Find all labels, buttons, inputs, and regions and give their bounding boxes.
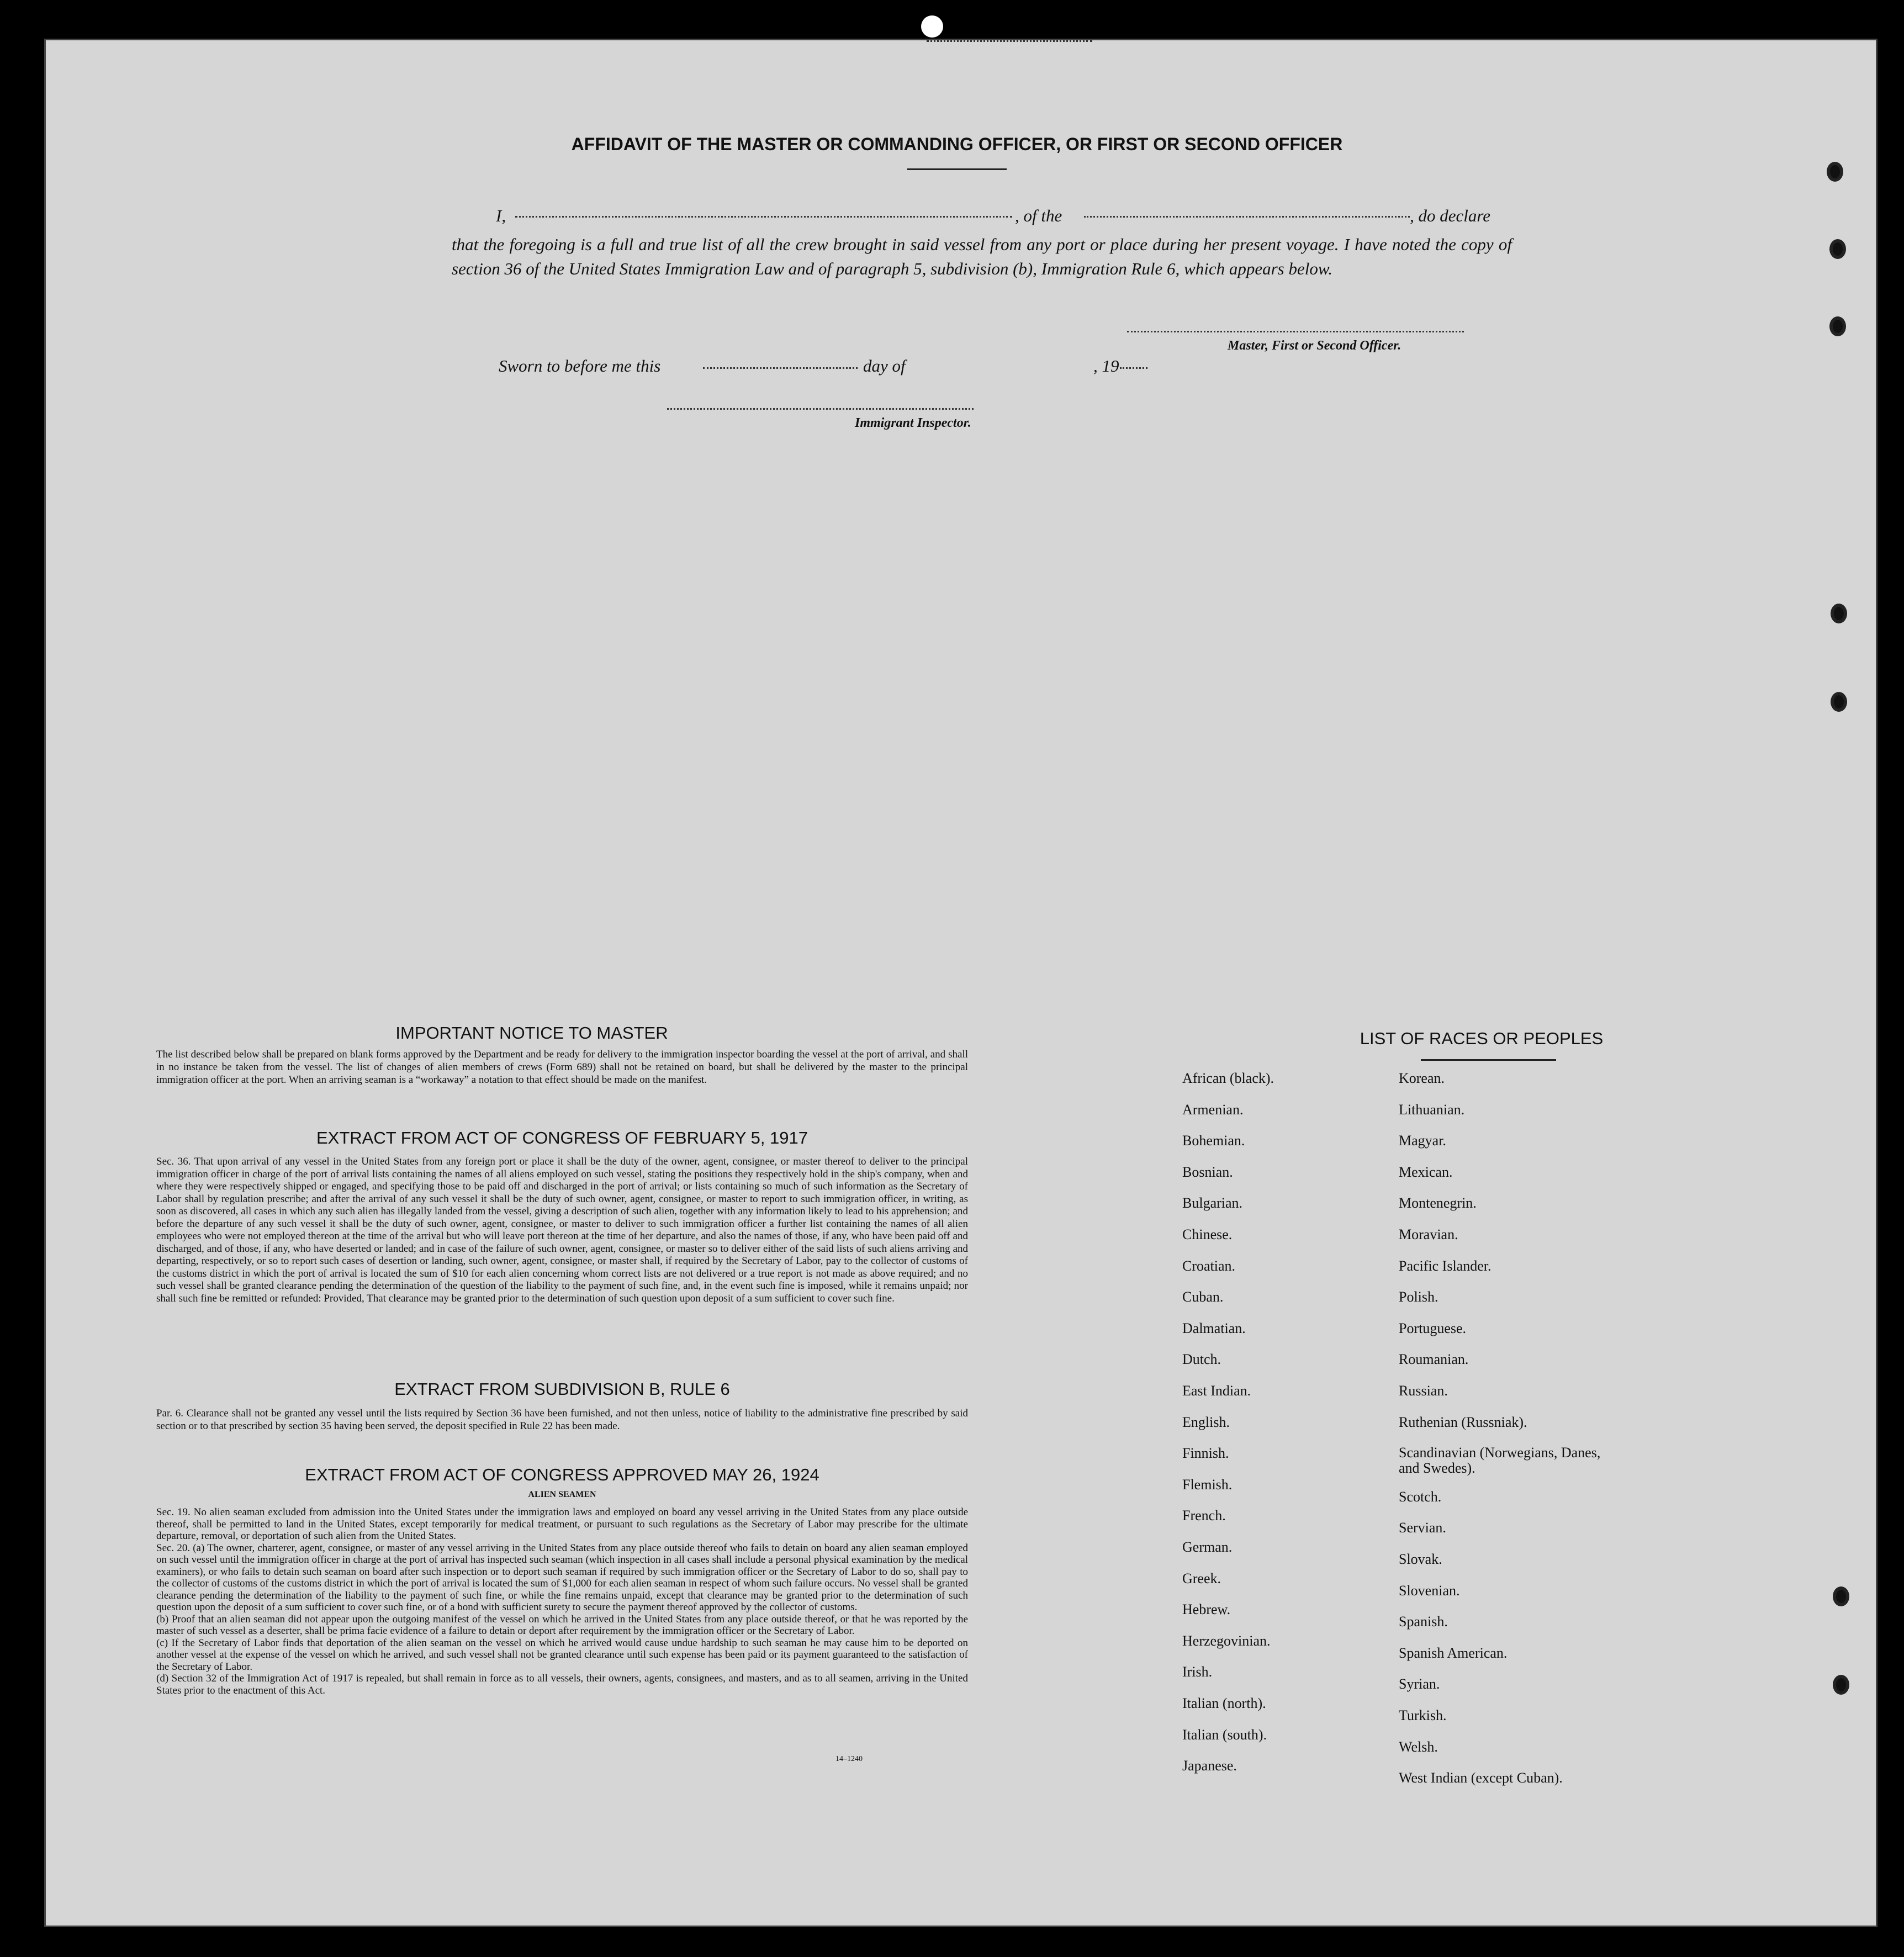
races-title: LIST OF RACES OR PEOPLES — [1360, 1029, 1604, 1048]
affidavit-title-rule — [907, 168, 1007, 170]
race-item: East Indian. — [1182, 1383, 1251, 1399]
race-item: French. — [1182, 1508, 1226, 1524]
race-item: African (black). — [1182, 1070, 1274, 1086]
race-item: West Indian (except Cuban). — [1399, 1770, 1563, 1786]
race-item: Magyar. — [1399, 1133, 1446, 1149]
race-item: Syrian. — [1399, 1676, 1440, 1692]
sworn-year-field[interactable] — [1120, 367, 1147, 369]
race-item: Slovak. — [1399, 1551, 1442, 1567]
extract-rule6-text: Par. 6. Clearance shall not be granted any vessel until the lists required by Section 36 have been furnished, and not then unless, notice of liability to the administrative fine prescribed by said section or to that prescribed by section 35 having been served, the deposit specified in Rule 22 has been made. — [156, 1408, 968, 1432]
extract-1924-sec20a: Sec. 20. (a) The owner, charterer, agent, consignee, or master of any vessel arriving in the United States from any place outside thereof who fails to detain on board any alien seaman employed on such vessel until the immigration officer in charge at the port of arrival has inspected such seaman (which inspection in all cases shall include a personal physical examination by the medical examiners), or who fails to detain such seaman on board after such inspection or to deport such seaman if required by such immigration officer or the Secretary of Labor to do so, shall pay to the collector of customs of the customs district in which the port of arrival is located the sum of $1,000 for each alien seaman in respect of whom such failure occurs. No vessel shall be granted clearance pending the determination of the liability to the payment of such fine, or while the fine remains unpaid, except that clearance may be granted prior to the determination of such question upon the deposit of a sum sufficient to cover such fine, or of a bond with sufficient surety to secure the payment thereof approved by the collector of customs. — [156, 1542, 968, 1613]
do-declare-label: , do declare — [1410, 206, 1491, 225]
race-item: Croatian. — [1182, 1257, 1236, 1274]
race-item: Bosnian. — [1182, 1163, 1233, 1180]
race-item: Lithuanian. — [1399, 1101, 1465, 1118]
extract-1917-title: EXTRACT FROM ACT OF CONGRESS OF FEBRUARY 5, 1917 — [316, 1128, 808, 1147]
race-item: Italian (south). — [1182, 1726, 1267, 1743]
affidavit-title: AFFIDAVIT OF THE MASTER OR COMMANDING OFFICER, OR FIRST OR SECOND OFFICER — [571, 134, 1343, 154]
extract-rule6-title: EXTRACT FROM SUBDIVISION B, RULE 6 — [394, 1379, 730, 1399]
race-item: Slovenian. — [1399, 1582, 1460, 1599]
race-item: Servian. — [1399, 1520, 1446, 1536]
inspector-signature-label: Immigrant Inspector. — [855, 416, 971, 430]
race-item: Chinese. — [1182, 1226, 1233, 1242]
binder-hole — [1833, 1675, 1849, 1695]
binder-hole — [1829, 316, 1846, 336]
race-item: Scandinavian (Norwegians, Danes, and Swedes). — [1399, 1445, 1601, 1477]
race-item: Bohemian. — [1182, 1133, 1245, 1149]
race-item: Irish. — [1182, 1664, 1213, 1680]
race-item: Japanese. — [1182, 1758, 1237, 1774]
race-item: Greek. — [1182, 1570, 1221, 1586]
notice-title: IMPORTANT NOTICE TO MASTER — [395, 1023, 668, 1043]
race-item: Finnish. — [1182, 1445, 1229, 1462]
master-signature-label: Master, First or Second Officer. — [1228, 338, 1401, 353]
race-item: Montenegrin. — [1399, 1195, 1477, 1212]
race-item: Korean. — [1399, 1070, 1445, 1086]
race-item: Mexican. — [1399, 1163, 1453, 1180]
race-item: Moravian. — [1399, 1226, 1458, 1242]
sworn-day-field[interactable] — [703, 367, 858, 369]
race-item: Polish. — [1399, 1289, 1438, 1305]
declarant-name-field[interactable] — [515, 216, 1012, 218]
race-item: Roumanian. — [1399, 1351, 1469, 1368]
race-item: Scotch. — [1399, 1488, 1442, 1505]
race-item: Turkish. — [1399, 1707, 1447, 1723]
race-item: Ruthenian (Russniak). — [1399, 1414, 1527, 1430]
vessel-name-field[interactable] — [1084, 216, 1410, 218]
affidavit-body: that the foregoing is a full and true list of all the crew brought in said vessel from any port or place during her present voyage. I have noted the copy of section 36 of the United States Immigration Law and of paragraph 5, subdivision (b), Immigration Rule 6, which appears below. — [452, 235, 1512, 278]
race-item: English. — [1182, 1414, 1230, 1430]
year-label: , 19 — [1093, 356, 1119, 375]
race-item: Italian (north). — [1182, 1695, 1266, 1711]
race-item: Flemish. — [1182, 1476, 1233, 1493]
race-item: Welsh. — [1399, 1738, 1438, 1755]
race-item: Russian. — [1399, 1383, 1448, 1399]
sworn-label: Sworn to before me this — [499, 356, 661, 375]
extract-1924-sec20b: (b) Proof that an alien seaman did not appear upon the outgoing manifest of the vessel on which he arrived in the United States from any place outside thereof, or that he was reported by the master of such vessel as a deserter, shall be prima facie evidence of a failure to detain or deport after requirement by the immigration officer or the Secretary of Labor. — [156, 1613, 968, 1637]
race-item: Pacific Islander. — [1399, 1257, 1492, 1274]
inspector-signature-field[interactable] — [667, 408, 974, 410]
race-item: Cuban. — [1182, 1289, 1224, 1305]
race-item: Dutch. — [1182, 1351, 1221, 1368]
sworn-month-field[interactable] — [927, 40, 1092, 42]
race-item: Armenian. — [1182, 1101, 1244, 1118]
top-punch-hole — [921, 15, 943, 38]
document-page — [44, 39, 1877, 1927]
binder-hole — [1827, 162, 1843, 182]
race-item: Bulgarian. — [1182, 1195, 1243, 1212]
extract-1924-subtitle: ALIEN SEAMEN — [528, 1490, 596, 1499]
form-number: 14–1240 — [835, 1755, 863, 1763]
race-item: Dalmatian. — [1182, 1320, 1246, 1336]
master-signature-field[interactable] — [1127, 331, 1464, 332]
extract-1924-text — [156, 1506, 968, 1696]
race-item: Herzegovinian. — [1182, 1632, 1271, 1649]
of-the-label: , of the — [1015, 206, 1062, 225]
binder-hole — [1831, 692, 1847, 712]
races-title-rule — [1421, 1059, 1556, 1061]
race-item: Hebrew. — [1182, 1601, 1231, 1618]
declarant-label: I, — [496, 206, 506, 225]
notice-text: The list described below shall be prepared on blank forms approved by the Department and be ready for delivery to the immigration inspector boarding the vessel at the port of arrival, and shall in no instance be taken from the vessel. The list of changes of alien members of crews (Form 689) shall not be retained on board, but shall be delivered by the master to the principal immigration officer at the port. When an arriving seaman is a “workaway” a notation to that effect should be made on the manifest. — [156, 1049, 968, 1086]
extract-1924-sec19: Sec. 19. No alien seaman excluded from admission into the United States under the immigration laws and employed on board any vessel arriving in the United States from any place outside thereof, shall be permitted to land in the United States, except temporarily for medical treatment, or pursuant to such regulations as the Secretary of Labor may prescribe for the ultimate departure, removal, or deportation of such alien from the United States. — [156, 1506, 968, 1542]
extract-1924-sec20c: (c) If the Secretary of Labor finds that deportation of the alien seaman on the vessel on which he arrived would cause undue hardship to such seaman he may cause him to be deported on another vessel at the expense of the vessel on which he arrived, and such vessel shall not be granted clearance until such expense has been paid or its payment guaranteed to the satisfaction of the Secretary of Labor. — [156, 1637, 968, 1673]
race-item: Portuguese. — [1399, 1320, 1467, 1336]
extract-1917-text: Sec. 36. That upon arrival of any vessel in the United States from any foreign port or place it shall be the duty of the owner, agent, consignee, or master thereof to deliver to the principal immigration officer in charge of the port of arrival lists containing the names of all aliens employed on such vessel, stating the positions they respectively hold in the ship's company, when and where they were respectively shipped or engaged, and specifying those to be paid off and discharged in the port of arrival; or lists containing so much of such information as the Secretary of Labor shall by regulation prescribe; and after the arrival of any such vessel it shall be the duty of such owner, agent, consignee, or master to report to such immigration officer, in writing, as soon as discovered, all cases in which any such alien has illegally landed from the vessel, giving a description of such alien, together with any information likely to lead to his apprehension; and before the departure of any such vessel it shall be the duty of such owner, agent, consignee, or master to deliver to such immigration officer a further list containing the names of all alien employees who were not employed thereon at the time of the arrival but who will leave port thereon at the time of her departure, and also the names of those, if any, who have been paid off and discharged, and of those, if any, who have deserted or landed; and in case of the failure of such owner, agent, consignee, or master so to deliver either of the said lists of such aliens arriving and departing, respectively, or so to report such cases of desertion or landing, such owner, agent, consignee, or master shall, if required by the Secretary of Labor, pay to the collector of customs of the customs district in which the port of arrival is located the sum of $10 for each alien concerning whom correct lists are not delivered or a true report is not made as above required; and no such vessel shall be granted clearance pending the determination of the question of the liability to the payment of such fine, and, in the event such fine is imposed, while it remains unpaid; nor shall such fine be remitted or refunded: Provided, That clearance may be granted prior to the determination of such question upon deposit of a sum sufficient to cover such fine. — [156, 1156, 968, 1304]
binder-hole — [1831, 604, 1847, 623]
race-item: Spanish American. — [1399, 1644, 1508, 1661]
extract-1924-sec20d: (d) Section 32 of the Immigration Act of 1917 is repealed, but shall remain in force as to all vessels, their owners, agents, consignees, and masters, and as to all seamen, arriving in the United States prior to the enactment of this Act. — [156, 1673, 968, 1696]
extract-1924-title: EXTRACT FROM ACT OF CONGRESS APPROVED MAY 26, 1924 — [305, 1465, 819, 1484]
binder-hole — [1829, 239, 1846, 259]
day-of-label: day of — [863, 356, 906, 375]
race-item: German. — [1182, 1539, 1233, 1555]
binder-hole — [1833, 1586, 1849, 1606]
race-item: Spanish. — [1399, 1614, 1448, 1630]
